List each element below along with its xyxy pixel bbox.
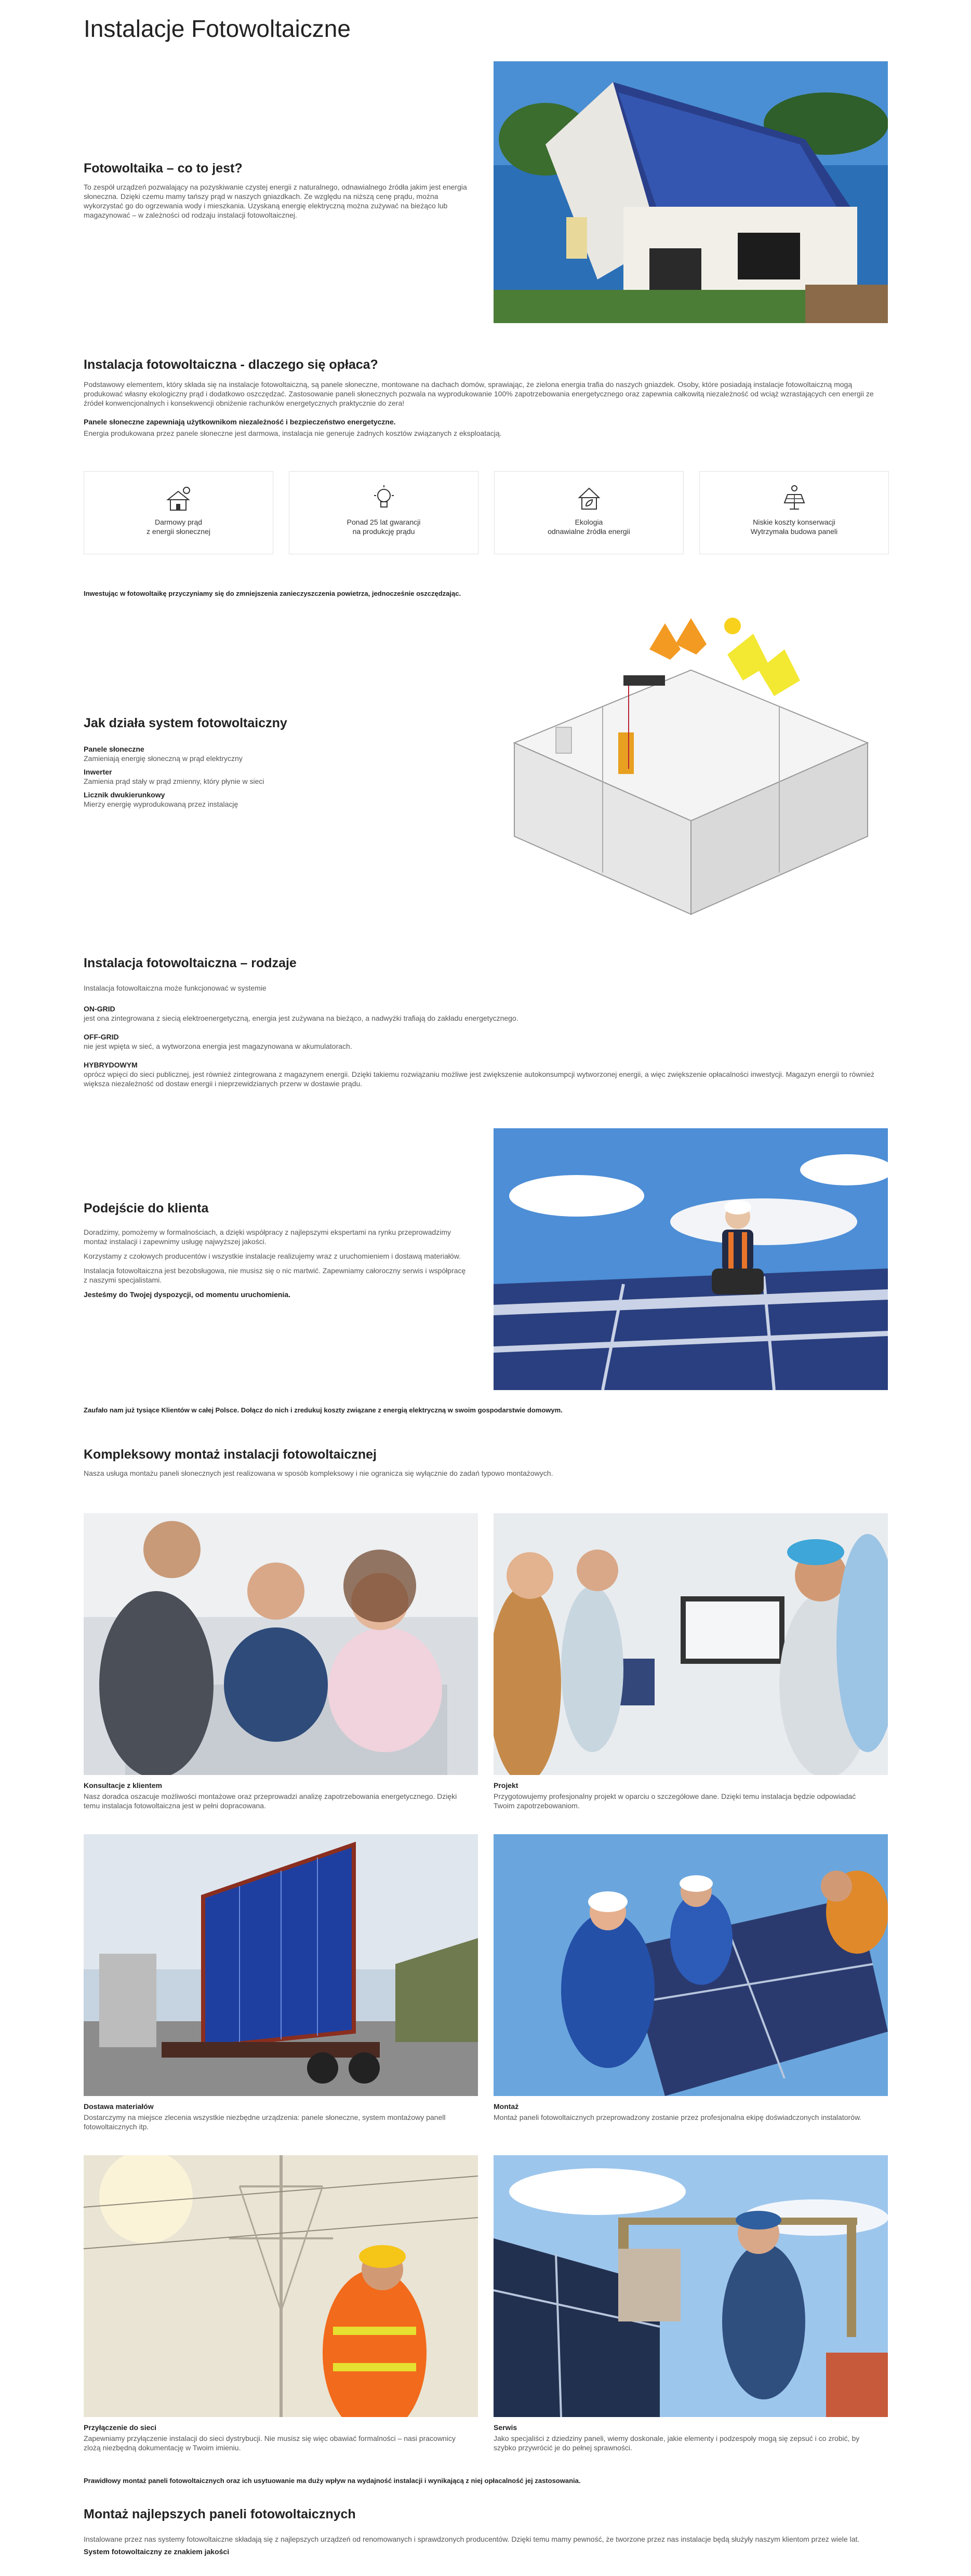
approach-p3: Instalacja fotowoltaiczna jest bezobsługowa, nie musisz się o nic martwić. Zapewniamy całoroczny serwis i współpracę z naszymi specjalistami. [84, 1266, 466, 1284]
step-item-delivery [84, 2102, 468, 2131]
types-item-title: ON-GRID [84, 1005, 115, 1013]
approach-section [84, 1201, 468, 1299]
how-section [84, 716, 468, 809]
types-item [84, 1060, 888, 1088]
step-desc: Montaż paneli fotowoltaicznych przeprowadzony zostanie przez profesjonalna ekipę doświadczonych instalatorów. [494, 2113, 862, 2121]
how-list [84, 744, 468, 809]
how-item [84, 744, 468, 763]
types-item [84, 1004, 888, 1023]
how-item-title: Inwerter [84, 768, 112, 776]
complex-heading: Kompleksowy montaż instalacji fotowoltaicznej [84, 1447, 377, 1462]
house-cutaway-diagram-image [494, 613, 888, 924]
house-solar-roof-image [494, 61, 888, 323]
intro-heading: Fotowoltaika – co to jest? [84, 161, 243, 176]
feature-card-ecology [494, 471, 684, 554]
feature-label: Ponad 25 lat gwarancji na produkcję prądu [347, 518, 421, 536]
approach-heading: Podejście do klienta [84, 1201, 209, 1216]
how-item-title: Panele słoneczne [84, 745, 144, 753]
trust-note: Zaufało nam już tysiące Klientów w całej Polsce. Dołącz do nich i zredukuj koszty związane z energią elektryczną w swoim gospodarstwie domowym. [84, 1406, 563, 1414]
project-team-photo [494, 1513, 888, 1775]
house-sun-icon [164, 483, 194, 513]
complex-intro: Nasza usługa montażu paneli słonecznych jest realizowana w sposób kompleksowy i nie ogranicza się wyłącznie do zadań typowo montażowych. [84, 1469, 553, 1477]
how-item [84, 767, 468, 786]
solar-panel-icon [779, 483, 809, 513]
delivery-truck-photo [84, 1834, 478, 2096]
step-desc: Dostarczymy na miejsce zlecenia wszystkie niezbędne urządzenia: panele słoneczne, system montażowy panell fotowoltaicznych itp. [84, 2113, 446, 2131]
feature-label: Darmowy prąd z energii słonecznej [147, 518, 210, 536]
types-section [84, 956, 888, 1088]
step-desc: Zapewniamy przyłączenie instalacji do sieci dystrybucji. Nie musisz się więc obawiać formalności – nasi pracownicy zlożą niezbędną dokumentację w Twoim imieniu. [84, 2434, 456, 2452]
step-item-grid-connection [84, 2423, 468, 2452]
why-text: Podstawowy elementem, który składa się na instalacje fotowoltaiczną, są panele słoneczne, montowane na dachach domów, sprawiając, że zielona energia trafia do naszych gniazdek. Osoby, które posiadają instalacje fotowoltaiczną mogą produkować własny ekologiczny prąd i dodatkowo oszczędzać. Zastosowanie paneli słonecznych pozwala na wyprodukowanie 100% zapotrzebowania energetycznego oraz zapewnia całkowitą niezależność od wciąż wzrastających cen energii ze źródeł konwencjonalnych i konsekwencji obniżenie rachunków energetycznych praktycznie do zera! [84, 380, 874, 407]
step-title: Konsultacje z klientem [84, 1781, 162, 1790]
page-title: Instalacje Fotowoltaiczne [84, 15, 351, 42]
best-heading: Montaż najlepszych paneli fotowoltaicznych [84, 2507, 356, 2521]
types-item [84, 1032, 888, 1051]
how-item-desc: Zamienia prąd stały w prąd zmienny, który płynie w sieci [84, 777, 264, 785]
how-item-title: Licznik dwukierunkowy [84, 791, 165, 799]
feature-card-warranty [289, 471, 478, 554]
how-item [84, 790, 468, 809]
types-item-desc: jest ona zintegrowana z siecią elektroenergetyczną, energia jest zużywana na bieżąco, a nadwyżki trafiają do zakładu energetycznego. [84, 1014, 518, 1022]
step-title: Projekt [494, 1781, 518, 1790]
types-item-title: OFF-GRID [84, 1033, 119, 1041]
step-desc: Jako specjaliści z dziedziny paneli, wiemy doskonale, jakie elementy i podzespoły mogą się zepsuć i co zrobić, by szybko przywrócić je do pełnej sprawności. [494, 2434, 860, 2452]
proper-note: Prawidłowy montaż paneli fotowoltaicznych oraz ich usytuowanie ma duży wpływ na wydajność instalacji i wynikającą z niej opłacalność jej zastosowania. [84, 2477, 581, 2485]
types-item-desc: nie jest wpięta w sieć, a wytworzona energia jest magazynowana w akumulatorach. [84, 1042, 352, 1050]
types-intro: Instalacja fotowoltaiczna może funkcjonować w systemie [84, 984, 267, 992]
how-heading: Jak działa system fotowoltaiczny [84, 716, 287, 730]
feature-card-free-energy [84, 471, 273, 554]
lightbulb-icon [369, 483, 399, 513]
installation-team-photo [494, 1834, 888, 2096]
why-text2: Energia produkowana przez panele słoneczne jest darmowa, instalacja nie generuje żadnych kosztów związanych z eksploatacją. [84, 429, 502, 437]
intro-text: To zespół urządzeń pozwalający na pozyskiwanie czystej energii z naturalnego, odnawialnego źródła jakim jest energia słoneczna. Dzięki czemu mamy tańszy prąd w naszych gniazdkach. Ze względu na niższą cenę prądu, można wykorzystać go do ogrzewania wody i mieszkania. Uzyskaną energię elektryczną można zużywać na bieżąco lub magazynować – w zależności od rodzaju instalacji fotowoltaicznej. [84, 183, 467, 219]
installer-on-roof-image [494, 1128, 888, 1390]
step-item-mounting [494, 2102, 878, 2122]
why-bold: Panele słoneczne zapewniają użytkownikom niezależność i bezpieczeństwo energetyczne. [84, 418, 396, 426]
step-desc: Nasz doradca oszacuje możliwości montażowe oraz przeprowadzi analizę zapotrzebowania energetycznego. Dzięki temu instalacja fotowoltaiczna jest w pełni dopracowana. [84, 1792, 457, 1810]
step-item-consultation [84, 1781, 468, 1810]
why-heading: Instalacja fotowoltaiczna - dlaczego się opłaca? [84, 357, 378, 372]
complex-section [84, 1447, 888, 1478]
step-title: Przyłączenie do sieci [84, 2423, 157, 2432]
consultation-photo [84, 1513, 478, 1775]
invest-note: Inwestując w fotowoltaikę przyczyniamy się do zmniejszenia zanieczyszczenia powietrza, jednocześnie oszczędzając. [84, 590, 461, 597]
step-desc: Przygotowujemy profesjonalny projekt w oparciu o szczegółowe dane. Dzięki temu instalacja będzie odpowiadać Twoim zapotrzebowaniom. [494, 1792, 856, 1810]
step-item-service [494, 2423, 878, 2452]
how-item-desc: Mierzy energię wyprodukowaną przez instalację [84, 800, 238, 808]
approach-p1: Doradzimy, pomożemy w formalnościach, a dzięki współpracy z najlepszymi ekspertami na rynku przeprowadzimy montaż instalacji i zapewnimy usługę najwyższej jakości. [84, 1228, 451, 1246]
feature-cards [84, 471, 888, 554]
best-bold: System fotowoltaiczny ze znakiem jakości [84, 2547, 230, 2556]
service-technician-photo [494, 2155, 888, 2417]
best-text: Instalowane przez nas systemy fotowoltaiczne składają się z najlepszych urządzeń od renomowanych i sprawdzonych producentów. Dzięki temu mamy pewność, że tworzone przez nas instalacje będą służyły naszym klientom przez wiele lat. [84, 2535, 860, 2543]
step-item-project [494, 1781, 878, 1810]
step-title: Dostawa materiałów [84, 2102, 154, 2111]
approach-p2: Korzystamy z czołowych producentów i wszystkie instalacje realizujemy wraz z uruchomieniem i dostawą materiałów. [84, 1252, 461, 1260]
step-title: Serwis [494, 2423, 517, 2432]
feature-card-maintenance [699, 471, 889, 554]
eco-house-icon [574, 483, 604, 513]
feature-label: Niskie koszty konserwacji Wytrzymała budowa paneli [750, 518, 838, 536]
approach-bold: Jesteśmy do Twojej dyspozycji, od momentu uruchomienia. [84, 1290, 291, 1299]
types-item-desc: oprócz wpięci do sieci publicznej, jest również zintegrowana z magazynem energii. Dzięki takiemu rozwiązaniu możliwe jest zwiększenie autokonsumpcji wytworzonej energii, a więc zwiększenie opłacalności inwestycji. Magazyn energii to również większa niezależność od dostaw energii i nieprzewidzianych przerw w dostawie prądu. [84, 1070, 875, 1088]
how-item-desc: Zamieniają energię słoneczną w prąd elektryczny [84, 754, 243, 763]
types-item-title: HYBRYDOWYM [84, 1061, 138, 1069]
grid-connection-photo [84, 2155, 478, 2417]
step-title: Montaż [494, 2102, 519, 2111]
best-section [84, 2507, 888, 2556]
intro-section [84, 161, 468, 220]
feature-label: Ekologia odnawialne źródła energii [548, 518, 630, 536]
why-section [84, 357, 888, 438]
types-heading: Instalacja fotowoltaiczna – rodzaje [84, 956, 297, 970]
